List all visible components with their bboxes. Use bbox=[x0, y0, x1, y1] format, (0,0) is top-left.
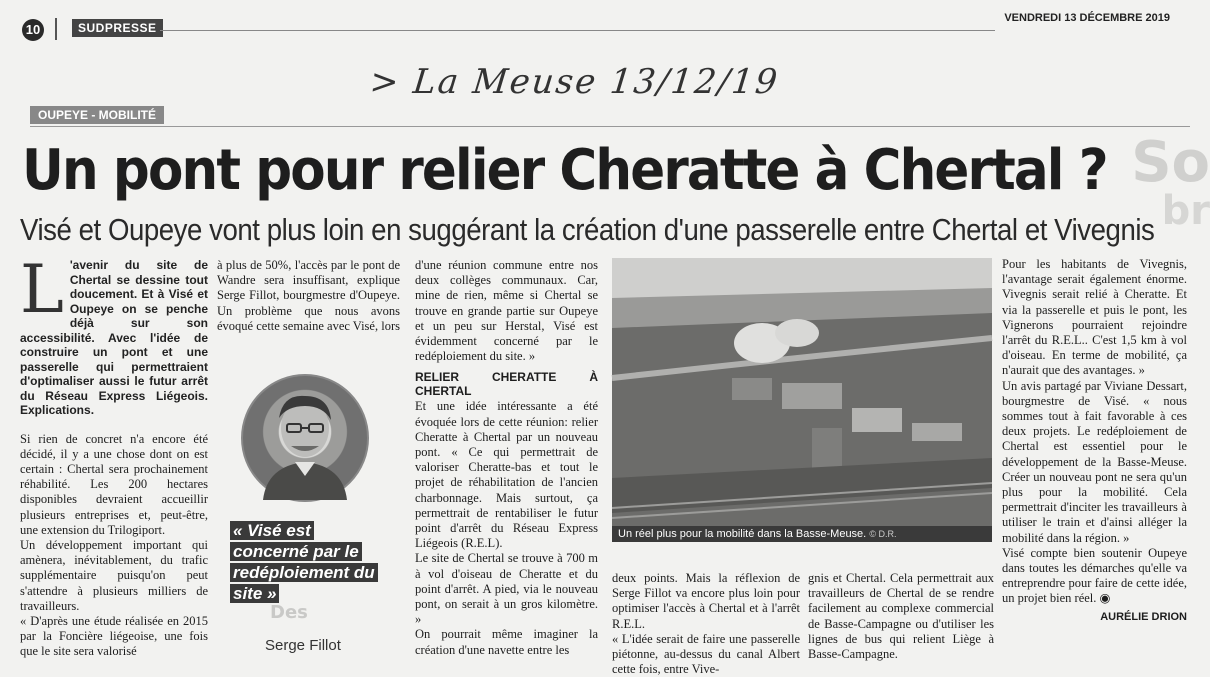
interheading: RELIER CHERATTE À CHERTAL bbox=[415, 370, 598, 399]
drop-cap: L bbox=[20, 251, 64, 328]
column-2 bbox=[217, 258, 400, 334]
body-paragraph: deux points. Mais la réflexion de Serge Fillot va encore plus loin pour optimiser l'accès à Chertal et à l'arrêt R.E.L. bbox=[612, 571, 800, 631]
header-divider bbox=[55, 18, 57, 40]
body-paragraph: Un avis partagé par Viviane Dessart, bourgmestre de Visé. « nous sommes tout à fait favorable à ces deux projets. Le redéploiement de Chertal est essentiel pour le développement de la Basse-Meuse. Créer un nouveau pont ne sera qu'un plus pour la mobilité. Cela permettrait d'inciter les travailleurs à utiliser le train et d'ainsi alléger la mobilité dans la région. » bbox=[1002, 378, 1187, 545]
portrait-illustration bbox=[243, 376, 367, 500]
subheadline: Visé et Oupeye vont plus loin en suggérant la création d'une passerelle entre Chertal et Vivegnis bbox=[20, 212, 1155, 247]
body-paragraph: Le site de Chertal se trouve à 700 m à vol d'oiseau de Cheratte et du point d'arrêt. A pied, via le nouveau pont, on serait à un gros kilomètre. » bbox=[415, 551, 598, 627]
column-below-photo-2 bbox=[808, 571, 994, 662]
column-3 bbox=[415, 258, 598, 658]
publication-logo: SUDPRESSE bbox=[72, 19, 163, 37]
closing-text: Visé compte bien soutenir Oupeye dans toutes les démarches qu'elle va entreprendre pour faire de cette idée, un projet bien réel. bbox=[1002, 545, 1187, 606]
body-paragraph: « D'après une étude réalisée en 2015 par la Foncière liégeoise, une fois que le site sera valorisé bbox=[20, 613, 208, 659]
column-4 bbox=[1002, 257, 1187, 623]
adjacent-article-bleed-3: Des bbox=[270, 602, 308, 623]
column-1 bbox=[20, 251, 208, 660]
adjacent-article-bleed: So bbox=[1131, 130, 1210, 195]
headline: Un pont pour relier Cheratte à Chertal ? bbox=[22, 138, 1107, 203]
lead-paragraph bbox=[20, 251, 208, 418]
body-paragraph: « L'idée serait de faire une passerelle piétonne, au-dessus du canal Albert cette fois, entre Vive- bbox=[612, 631, 800, 677]
body-paragraph: On pourrait même imaginer la création d'une navette entre les bbox=[415, 627, 598, 657]
pull-quote-text: « Visé est concerné par le redéploiement du site » bbox=[230, 521, 378, 603]
portrait-photo bbox=[241, 374, 369, 502]
body-paragraph: Pour les habitants de Vivegnis, l'avantage serait également énorme. Vivegnis serait relié à Cheratte. Et via la passerelle et puis le pont, les Vignerons pourraient rejoindre l'arrêt du R.E.L.. C'est 1,5 km à vol d'oiseau. En terme de mobilité, ça n'aurait que des avantages. » bbox=[1002, 257, 1187, 378]
body-paragraph: gnis et Chertal. Cela permettrait aux travailleurs de Chertal de se rendre facilement au complexe commercial de Basse-Campagne ou d'utiliser les lignes de bus qui relient Liège à Basse-Campagne. bbox=[808, 571, 994, 662]
body-paragraph: Si rien de concret n'a encore été décidé, il y a une chose dont on est certain : Chertal sera prochainement réhabilité. Les 200 hectares disponibles devraient accueillir plusieurs entreprises et, peut-être, une extension du Trilogiport. bbox=[20, 431, 208, 537]
body-paragraph: d'une réunion commune entre nos deux collèges communaux. Car, mine de rien, même si Chertal se trouve en grande partie sur Oupeye et un peu sur Herstal, Visé est évidemment concerné par le redéploiement du site. » bbox=[415, 258, 598, 364]
end-mark-icon: ◉ bbox=[1099, 591, 1111, 606]
lead-text: 'avenir du site de Chertal se dessine tout doucement. Et à Visé et Oupeye on se penche déjà sur son accessibilité. Avec l'idée de construire un pont et une passerelle qui permettraient d'optimaliser aussi le futur arrêt du Réseau Express Liégeois. Explications. bbox=[20, 258, 208, 417]
page-number: 10 bbox=[22, 19, 44, 41]
body-paragraph: Et une idée intéressante a été évoquée lors de cette réunion: relier Cheratte à Chertal par un nouveau pont. « Ce qui permettrait de valoriser Cheratte-bas et tout le projet de réhabilitation de l'ancien charbonnage. Mais surtout, ça permettrait de rentabiliser le futur point d'arrêt du Réseau Express Liégeois (R.E.L). bbox=[415, 399, 598, 551]
column-below-photo-1 bbox=[612, 571, 800, 677]
author-signature: AURÉLIE DRION bbox=[1100, 610, 1187, 623]
body-paragraph bbox=[1002, 546, 1187, 607]
handwritten-note: > La Meuse 13/12/19 bbox=[367, 62, 781, 102]
section-rubric: OUPEYE - MOBILITÉ bbox=[30, 106, 164, 124]
rubric-rule bbox=[30, 126, 1190, 127]
body-paragraph: Un développement important qui amènera, inévitablement, du trafic supplémentaire puisqu'on peut s'attendre à plusieurs milliers de travailleurs. bbox=[20, 537, 208, 613]
issue-date: VENDREDI 13 DÉCEMBRE 2019 bbox=[1004, 12, 1170, 24]
pull-quote-author: Serge Fillot bbox=[265, 637, 341, 654]
body-paragraph: à plus de 50%, l'accès par le pont de Wandre sera insuffisant, explique Serge Fillot, bourgmestre d'Oupeye. Un problème que nous avons évoqué cette semaine avec Visé, lors bbox=[217, 258, 400, 333]
caption-text: Un réel plus pour la mobilité dans la Basse-Meuse. bbox=[618, 528, 867, 540]
header-rule bbox=[160, 30, 995, 31]
aerial-photo bbox=[612, 258, 992, 540]
photo-caption bbox=[612, 526, 992, 542]
pull-quote bbox=[230, 520, 390, 604]
adjacent-article-bleed-2: br bbox=[1161, 188, 1210, 234]
industrial-site-illustration bbox=[612, 258, 992, 540]
photo-credit: © D.R. bbox=[869, 529, 897, 539]
